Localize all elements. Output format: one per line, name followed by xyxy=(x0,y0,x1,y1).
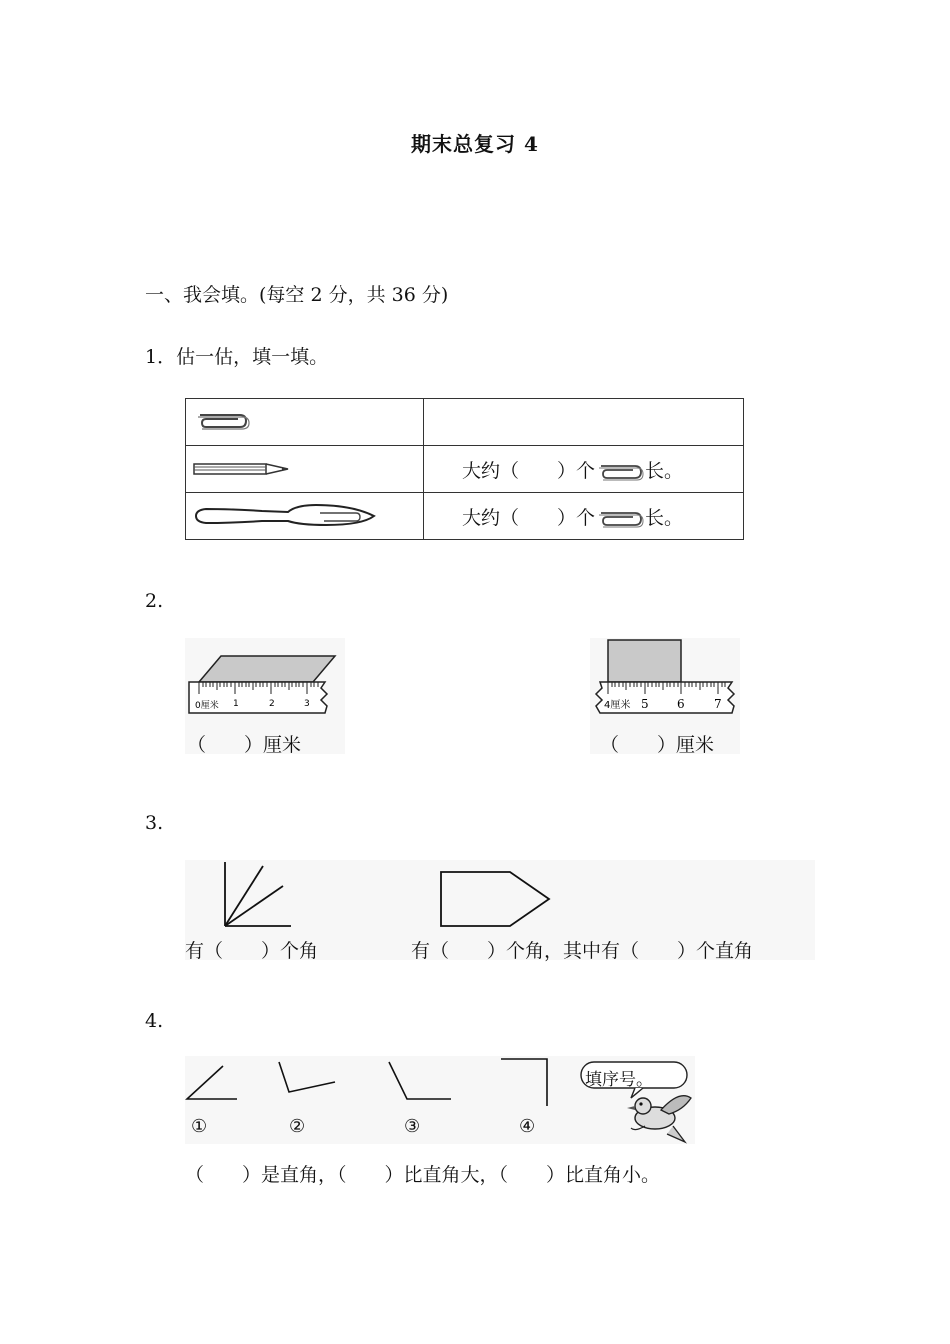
ruler-figure-left xyxy=(185,638,345,754)
table-cell xyxy=(186,399,424,446)
ruler-tick-label: 5 xyxy=(641,697,649,711)
angle-number: ② xyxy=(289,1116,306,1137)
page-title: 期末总复习 4 xyxy=(411,132,539,156)
estimate-suffix: 长。 xyxy=(645,506,684,529)
section-heading: 一、我会填。(每空 2 分，共 36 分) xyxy=(145,284,449,306)
angle-number: ③ xyxy=(404,1116,421,1137)
q1-label: 1．估一估，填一填。 xyxy=(145,346,329,368)
paper-clip-icon xyxy=(595,509,645,529)
angle-figures xyxy=(185,860,815,960)
table-cell xyxy=(424,493,744,540)
estimate-prefix: 大约（ ）个 xyxy=(462,459,596,482)
angle-number: ④ xyxy=(519,1116,536,1137)
square-on-ruler xyxy=(590,638,740,718)
q4-label: 4. xyxy=(145,1010,164,1032)
ruler-tick-label: 6 xyxy=(677,697,685,711)
angle-count-answer: 有（ ）个角 xyxy=(185,940,319,962)
paper-clip-icon xyxy=(192,409,252,435)
q1-table xyxy=(185,398,744,540)
pentagon-figure xyxy=(441,872,549,926)
ruler-figure-right xyxy=(590,638,740,754)
table-row xyxy=(186,399,744,446)
angle-number: ① xyxy=(191,1116,208,1137)
ruler-tick-label: 1 xyxy=(233,699,239,709)
length-answer: （ ）厘米 xyxy=(600,734,715,756)
table-cell xyxy=(424,446,744,493)
table-cell xyxy=(186,446,424,493)
angle-2 xyxy=(279,1062,335,1092)
estimate-prefix: 大约（ ）个 xyxy=(462,506,596,529)
estimate-suffix: 长。 xyxy=(645,459,684,482)
bird-icon xyxy=(627,1096,691,1142)
table-row xyxy=(186,446,744,493)
ruler-tick-label: 4厘米 xyxy=(604,700,631,711)
pencil-icon xyxy=(192,459,292,479)
angle-4 xyxy=(501,1059,547,1106)
ruler-tick-label: 2 xyxy=(269,699,275,709)
ruler-tick-label: 3 xyxy=(304,699,310,709)
parallelogram-on-ruler xyxy=(185,638,345,718)
table-row xyxy=(186,493,744,540)
angle-1 xyxy=(187,1066,237,1099)
angle-type-answer: （ ）是直角，（ ）比直角大，（ ）比直角小。 xyxy=(185,1164,661,1186)
angle-diagrams xyxy=(185,860,815,930)
q2-label: 2. xyxy=(145,590,164,612)
rays-figure xyxy=(225,862,291,926)
q3-label: 3. xyxy=(145,812,164,834)
angle-count-answer: 有（ ）个角，其中有（ ）个直角 xyxy=(411,940,754,962)
ruler-tick-label: 7 xyxy=(714,697,722,711)
paper-clip-icon xyxy=(595,462,645,482)
spoon-icon xyxy=(192,501,382,531)
angle-choices xyxy=(185,1056,695,1144)
length-answer: （ ）厘米 xyxy=(187,734,302,756)
ruler-tick-label: 0厘米 xyxy=(195,701,219,711)
table-cell xyxy=(424,399,744,446)
table-cell xyxy=(186,493,424,540)
angle-3 xyxy=(389,1062,451,1099)
bubble-text: 填序号。 xyxy=(585,1070,653,1090)
